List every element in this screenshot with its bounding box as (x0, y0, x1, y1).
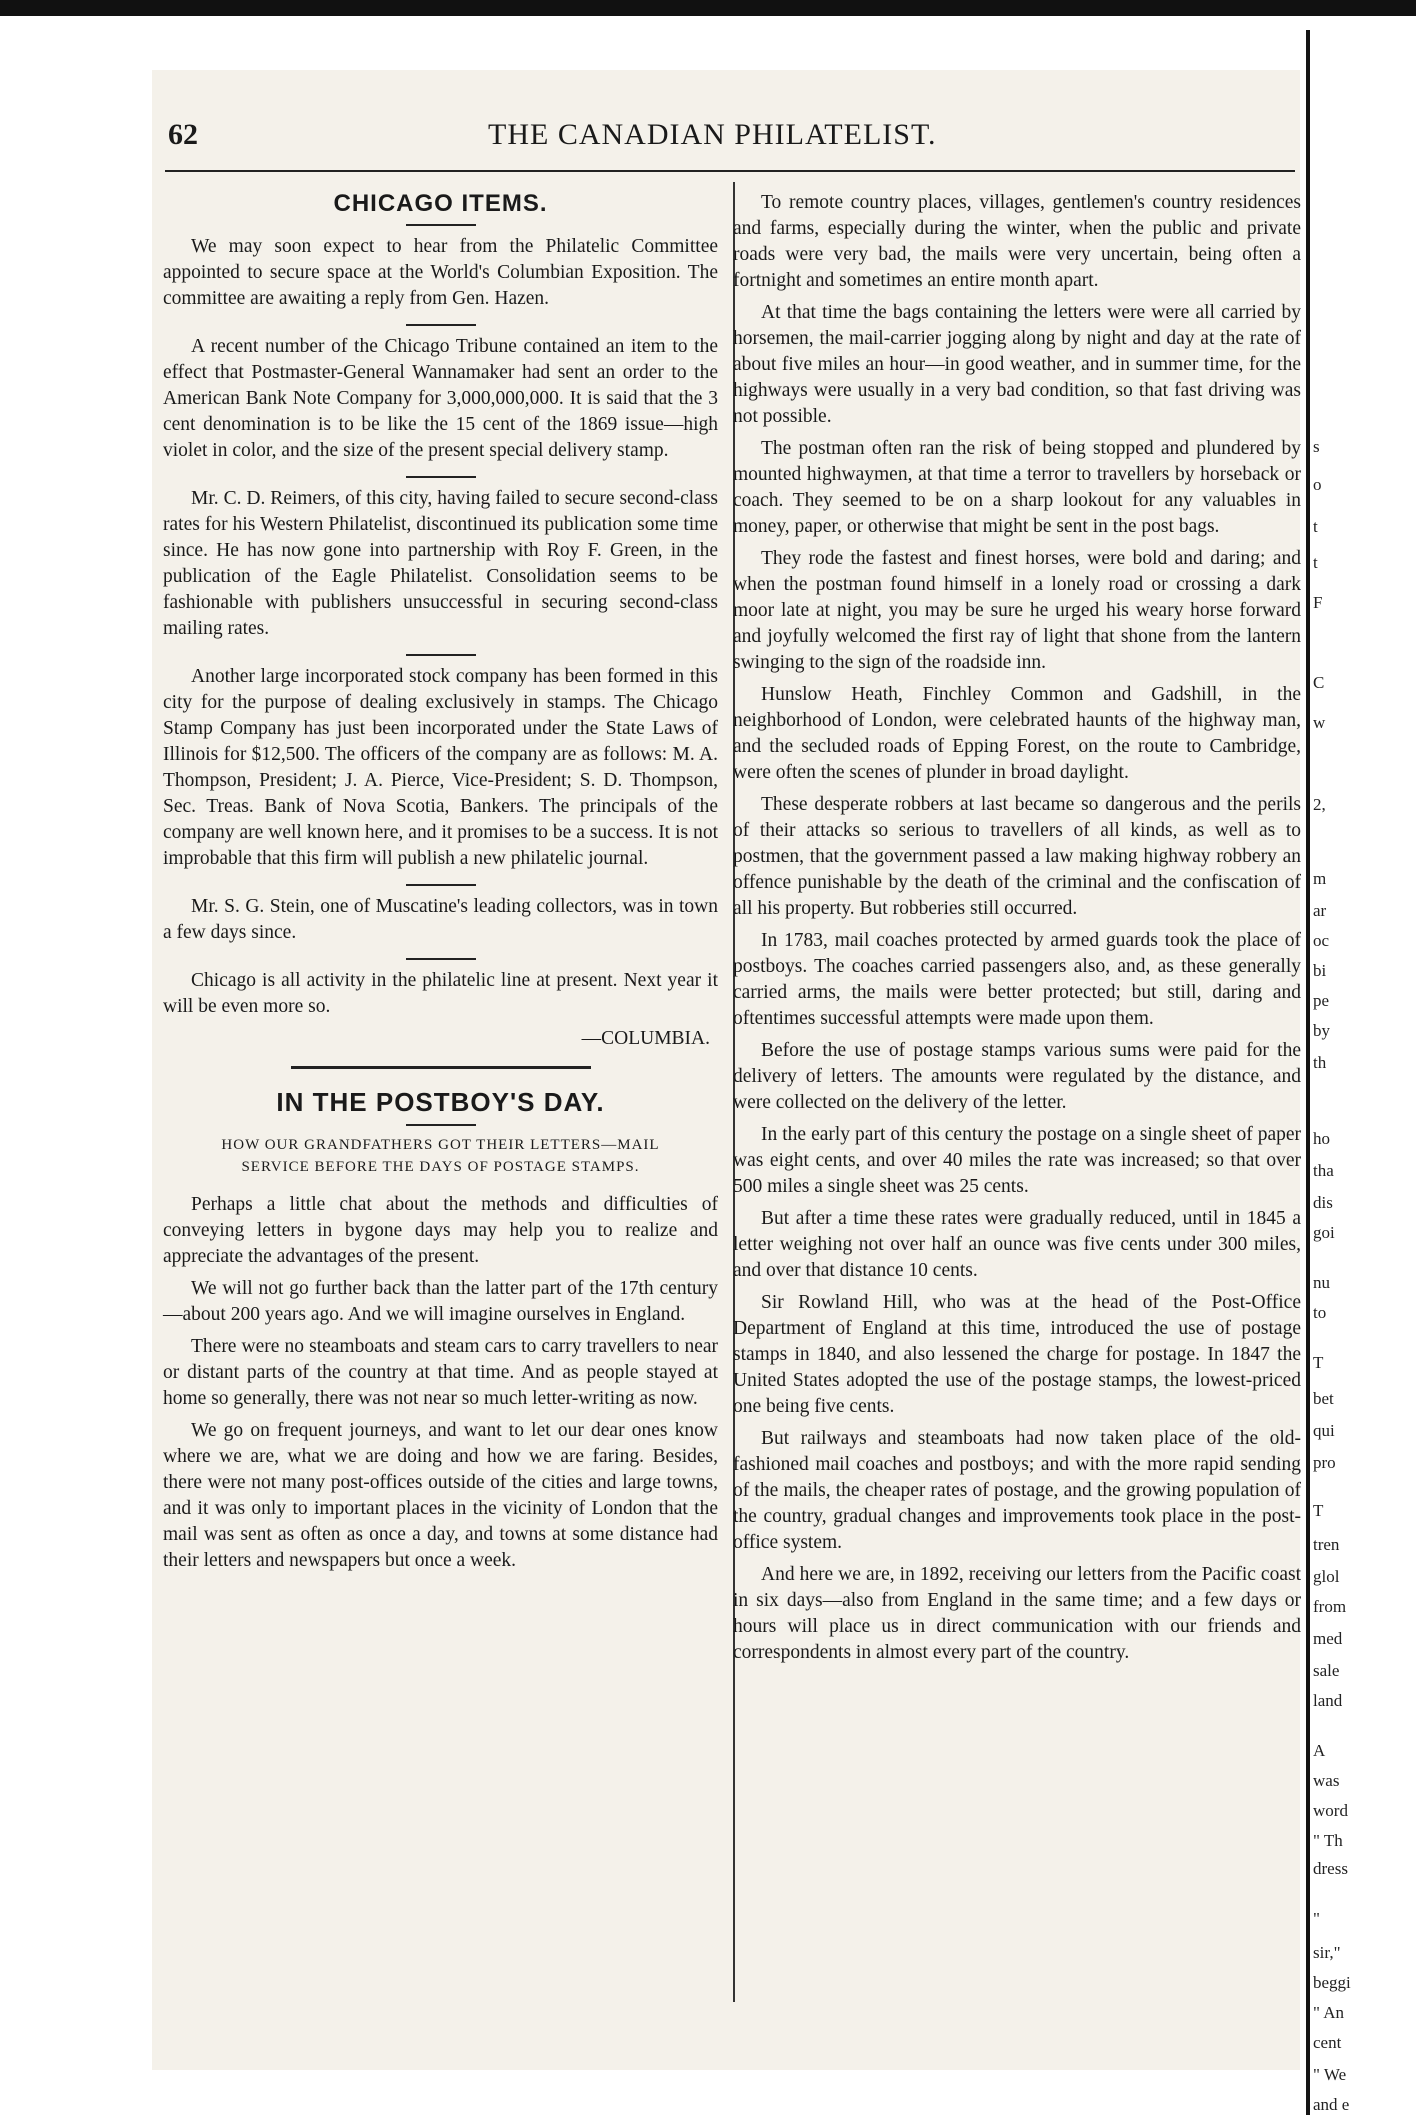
article-paragraph: There were no steamboats and steam cars to carry travellers to near or distant parts of the country at that time. And as people stayed at home so generally, there was not near so much letter-writing as now. (163, 1336, 718, 1409)
page-number: 62 (168, 118, 198, 151)
article-paragraph: We go on frequent journeys, and want to let our dear ones know where we are, what we are doing and how we are faring. Besides, there were not many post-offices outside of the cities and large towns, and it was only to important places in the vicinity of London that the mail was sent as often as once a day, and towns at some distance had their letters and newspapers but once a week. (163, 1420, 718, 1571)
scan-top-edge (0, 0, 1416, 16)
facing-page-fragment: by (1313, 1021, 1330, 1040)
facing-page-fragment: " (1313, 1909, 1320, 1928)
divider (406, 476, 476, 478)
article-paragraph: The postman often ran the risk of being stopped and plundered by mounted highwaymen, at that time a terror to travellers by horseback or coach. They seemed to be on a sharp lookout for any valuables in money, paper, or otherwise that might be sent in the post bags. (733, 438, 1301, 537)
facing-page-fragment: beggi (1313, 1973, 1351, 1992)
running-title: THE CANADIAN PHILATELIST. (488, 118, 937, 151)
facing-page-fragment: and e (1313, 2095, 1350, 2114)
divider (406, 884, 476, 886)
divider (406, 224, 476, 226)
facing-page-fragment: T (1313, 1353, 1324, 1372)
facing-page-fragment: oc (1313, 931, 1330, 950)
page-header (168, 118, 1008, 162)
article-paragraph: Perhaps a little chat about the methods and difficulties of conveying letters in bygone days may help you to realize and appreciate the advantages of the present. (163, 1194, 718, 1267)
facing-page-fragment: ho (1313, 1129, 1330, 1148)
facing-page-fragment: qui (1313, 1421, 1335, 1440)
facing-page-fragment: nu (1313, 1273, 1330, 1292)
facing-page-fragment: pro (1313, 1453, 1336, 1472)
facing-page-fragment: ar (1313, 901, 1327, 920)
facing-page-fragment: sale (1313, 1661, 1340, 1680)
facing-page-fragment: m (1313, 869, 1327, 888)
facing-page-fragment: t (1313, 517, 1318, 536)
facing-page-fragment: glol (1313, 1567, 1340, 1586)
article-paragraph: We will not go further back than the latter part of the 17th century—about 200 years ago. And we will imagine ourselves in England. (163, 1278, 718, 1325)
article-paragraph: At that time the bags containing the letters were were all carried by horsemen, the mail-carrier jogging along by night and day at the rate of about five miles an hour—in good weather, and in summer time, for the highways were usually in a very bad condition, so that fast driving was not possible. (733, 302, 1301, 427)
section-heading-chicago: CHICAGO ITEMS. (333, 190, 548, 217)
left-column (163, 190, 718, 1580)
section-subheading: HOW OUR GRANDFATHERS GOT THEIR LETTERS—MAIL SERVICE BEFORE THE DAYS OF POSTAGE STAMPS. (221, 1137, 660, 1175)
article-paragraph: In 1783, mail coaches protected by armed guards took the place of postboys. The coaches carried passengers also, and, as these generally carried arms, the mails were better protected; but still, daring and oftentimes successful attempts were made upon them. (733, 930, 1301, 1029)
facing-page-fragment: was (1313, 1771, 1340, 1790)
article-paragraph: Before the use of postage stamps various sums were paid for the delivery of letters. The amounts were regulated by the distance, and were collected on the delivery of the letter. (733, 1040, 1301, 1113)
article-paragraph: But railways and steamboats had now taken place of the old-fashioned mail coaches and postboys; and with the more rapid sending of the mails, the cheaper rates of postage, and the growing population of the country, gradual changes and improvements took place in the post-office system. (733, 1428, 1301, 1553)
facing-page-fragment: land (1313, 1691, 1343, 1710)
facing-page-fragment: A (1313, 1741, 1326, 1760)
facing-page-fragment: med (1313, 1629, 1343, 1648)
facing-page-fragment: " An (1313, 2003, 1345, 2022)
gutter-line (1306, 30, 1310, 2115)
facing-page-fragment: from (1313, 1597, 1347, 1616)
header-rule (165, 170, 1295, 172)
facing-page-fragment: tha (1313, 1161, 1334, 1180)
article-paragraph: They rode the fastest and finest horses, were bold and daring; and when the postman found himself in a lonely road or crossing a dark moor late at night, you may be sure he urged his weary horse forward and joyfully welcomed the first ray of light that shone from the lantern swinging to the sign of the roadside inn. (733, 548, 1301, 673)
facing-page-fragment: 2, (1313, 795, 1326, 814)
facing-page-fragment: C (1313, 673, 1325, 692)
divider (406, 654, 476, 656)
facing-page-fragment: o (1313, 475, 1322, 494)
section-divider (291, 1066, 591, 1069)
article-paragraph: Sir Rowland Hill, who was at the head of the Post-Office Department of England at this time, introduced the use of postage stamps in 1840, and also lessened the charge for postage. In 1847 the United States adopted the use of the postage stamps, the lowest-priced one being five cents. (733, 1292, 1301, 1417)
article-paragraph: Mr. S. G. Stein, one of Muscatine's leading collectors, was in town a few days since. (163, 896, 718, 943)
facing-page-fragment: to (1313, 1303, 1327, 1322)
facing-page-fragment: sir," (1313, 1943, 1341, 1962)
facing-page-fragment: w (1313, 713, 1326, 732)
article-paragraph: To remote country places, villages, gentlemen's country residences and farms, especially during the winter, when the public and private roads were very bad, the mails were very uncertain, being often a fortnight and sometimes an entire month apart. (733, 192, 1301, 291)
facing-page-fragment: th (1313, 1053, 1327, 1072)
facing-page-fragment: " We (1313, 2065, 1347, 2084)
article-paragraph: A recent number of the Chicago Tribune contained an item to the effect that Postmaster-General Wannamaker had sent an order to the American Bank Note Company for 3,000,000,000. It is said that the 3 cent denomination is to be like the 15 cent of the 1869 issue—high violet in color, and the size of the present special delivery stamp. (163, 336, 718, 461)
divider (406, 324, 476, 326)
facing-page-fragment: t (1313, 553, 1318, 572)
facing-page-fragment: goi (1313, 1223, 1335, 1242)
facing-page-fragment: cent (1313, 2033, 1342, 2052)
article-paragraph: Hunslow Heath, Finchley Common and Gadshill, in the neighborhood of London, were celebrated haunts of the highway man, and the secluded roads of Epping Forest, on the route to Cambridge, were often the scenes of plunder in broad daylight. (733, 684, 1301, 783)
facing-page-fragment: T (1313, 1501, 1324, 1520)
signature: —COLUMBIA. (581, 1028, 710, 1049)
article-paragraph: In the early part of this century the postage on a single sheet of paper was eight cents, and over 40 miles the rate was increased; so that over 500 miles a single sheet was 25 cents. (733, 1124, 1301, 1197)
right-column (733, 190, 1301, 1672)
facing-page-fragment: bi (1313, 961, 1327, 980)
article-paragraph: Chicago is all activity in the philatelic line at present. Next year it will be even more so. (163, 970, 718, 1017)
divider (406, 1124, 476, 1126)
divider (406, 958, 476, 960)
facing-page-fragment: bet (1313, 1389, 1334, 1408)
facing-page-fragment: pe (1313, 991, 1330, 1010)
facing-page-fragment: word (1313, 1801, 1348, 1820)
facing-page-fragment: s (1313, 437, 1320, 456)
facing-page-fragment: F (1313, 593, 1323, 612)
facing-page-fragment: dress (1313, 1859, 1348, 1878)
article-paragraph: Mr. C. D. Reimers, of this city, having failed to secure second-class rates for his Western Philatelist, discontinued its publication some time since. He has now gone into partnership with Roy F. Green, in the publication of the Eagle Philatelist. Consolidation seems to be fashionable with publishers unsuccessful in securing second-class mailing rates. (163, 488, 718, 639)
article-paragraph: We may soon expect to hear from the Philatelic Committee appointed to secure space at the World's Columbian Exposition. The committee are awaiting a reply from Gen. Hazen. (163, 236, 718, 309)
article-paragraph: And here we are, in 1892, receiving our letters from the Pacific coast in six days—also from England in the same time; and a few days or hours will place us in direct communication with our friends and correspondents in almost every part of the country. (733, 1564, 1301, 1663)
facing-page-fragment: dis (1313, 1193, 1333, 1212)
section-heading-postboy: IN THE POSTBOY'S DAY. (276, 1087, 605, 1117)
facing-page-fragment: " Th (1313, 1831, 1343, 1850)
article-paragraph: Another large incorporated stock company has been formed in this city for the purpose of dealing exclusively in stamps. The Chicago Stamp Company has just been incorporated under the State Laws of Illinois for $12,500. The officers of the company are as follows: M. A. Thompson, President; J. A. Pierce, Vice-President; S. D. Thompson, Sec. Treas. Bank of Nova Scotia, Bankers. The principals of the company are well known here, and it promises to be a success. It is not improbable that this firm will publish a new philatelic journal. (163, 666, 718, 869)
article-paragraph: These desperate robbers at last became so dangerous and the perils of their attacks so serious to travellers of all kinds, as well as to postmen, that the government passed a law making highway robbery an offence punishable by the death of the criminal and the confiscation of all his property. But robberies still occurred. (733, 794, 1301, 919)
facing-page-fragment: tren (1313, 1535, 1340, 1554)
article-paragraph: But after a time these rates were gradually reduced, until in 1845 a letter weighing not over half an ounce was five cents under 300 miles, and over that distance 10 cents. (733, 1208, 1301, 1281)
